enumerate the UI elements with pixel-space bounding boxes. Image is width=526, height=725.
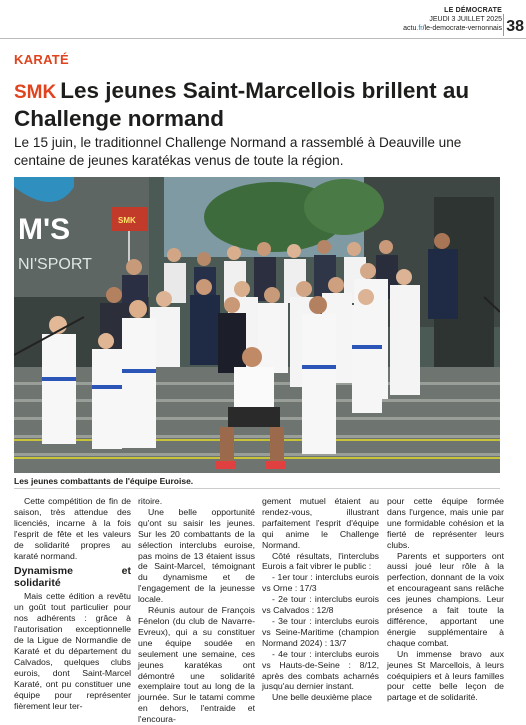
wall-sign-subtext: NI'SPORT — [18, 256, 92, 273]
team-photo-illustration — [14, 177, 500, 473]
header-rule — [0, 38, 526, 39]
issue-date: JEUDI 3 JUILLET 2025 — [429, 16, 502, 23]
paragraph: Mais cette édition a revêtu un goût tout particulier pour nos adhérents : grâce à l'autorisation exceptionnelle de la Ligue de Normandie de Karaté et du département du Calvados, quelques clubs eurois, dont Saint-Marcel Karaté, ont pu constituer une équipe pour représenter fièrement leur ter- — [14, 591, 131, 711]
section-label: KARATÉ — [14, 52, 69, 67]
paragraph: Cette compétition de fin de saison, très attendue des licenciés, incarne à la fois l'esprit de fête et les valeurs de solidarité propres au karaté normand. — [14, 496, 131, 561]
paragraph: gement mutuel étaient au rendez-vous, illustrant parfaitement l'esprit d'équipe qui anime le Challenge Normand. — [262, 496, 379, 550]
web-path: /le-democrate-vernonnais — [422, 25, 502, 32]
paragraph: Parents et supporters ont aussi joué leur rôle à la perfection, donnant de la voix et encourageant sans relâche ces jeunes champions. Leur présence a fait toute la différence, apportant une énergie supplémentaire à chaque combat. — [387, 550, 504, 648]
photo-caption: Les jeunes combattants de l'équipe Euroise. — [14, 476, 194, 486]
result-line: - 4e tour : interclubs eurois vs Hauts-de-Seine : 8/12, après des combats acharnés jusqu'au dernier instant. — [262, 648, 379, 692]
article-column-1 — [14, 496, 131, 711]
paragraph: Réunis autour de François Fénelon (du club de Navarre-Evreux), qui a su constituer une équipe soudée en seulement une semaine, ces jeunes karatékas ont démontré une solidarité exemplaire tout au long de la journée. Sur le tatami comme en dehors, l'entraide et l'encoura- — [138, 605, 255, 725]
headline-text: Les jeunes Saint-Marcellois brillent au Challenge normand — [14, 78, 470, 131]
caption-rule — [14, 488, 500, 489]
article-column-2 — [138, 496, 255, 725]
result-line: - 3e tour : interclubs eurois vs Seine-Maritime (champion Normand 2024) : 13/7 — [262, 615, 379, 648]
paragraph: ritoire. — [138, 496, 163, 506]
article-column-3 — [262, 496, 379, 703]
result-line: - 2e tour : interclubs eurois vs Calvados : 12/8 — [262, 594, 379, 616]
page-number-separator — [503, 14, 504, 36]
newspaper-name: LE DÉMOCRATE — [444, 7, 502, 14]
team-photo — [14, 177, 500, 473]
article-headline — [14, 78, 514, 132]
result-line: - 1er tour : interclubs eurois vs Orne : 17/3 — [262, 572, 379, 594]
paragraph: Une belle opportunité qu'ont su saisir les jeunes. Sur les 20 combattants de la sélection interclubs euroise, pas moins de 13 étaient issus de Saint-Marcel, témoignant du dynamisme et de l'engagement de la jeunesse locale. — [138, 506, 255, 605]
paragraph: Un immense bravo aux jeunes St Marcellois, à leurs coéquipiers et à leurs familles pour cette belle leçon de partage et de solidarité. — [387, 648, 504, 703]
paragraph: pour cette équipe formée dans l'urgence, mais unie par une formidable cohésion et la fierté de représenter leurs clubs. — [387, 496, 504, 550]
wall-sign-text: M'S — [18, 213, 71, 246]
article-column-4 — [387, 496, 504, 703]
club-banner-text: SMK — [118, 216, 136, 225]
web-address[interactable] — [403, 24, 502, 33]
masthead — [403, 6, 502, 33]
headline-kicker: SMK — [14, 82, 57, 103]
page-number: 38 — [506, 18, 524, 35]
paragraph: Côté résultats, l'interclubs Eurois a fait vibrer le public : — [262, 550, 379, 572]
web-domain: .fr — [416, 25, 423, 32]
subheading: Dynamisme et solidarité — [14, 565, 131, 590]
web-prefix: actu — [403, 25, 417, 32]
article-lead: Le 15 juin, le traditionnel Challenge Normand a rassemblé à Deauville une centaine de jeunes karatékas venus de toute la région. — [14, 135, 462, 168]
paragraph: Une belle deuxième place — [272, 692, 372, 703]
